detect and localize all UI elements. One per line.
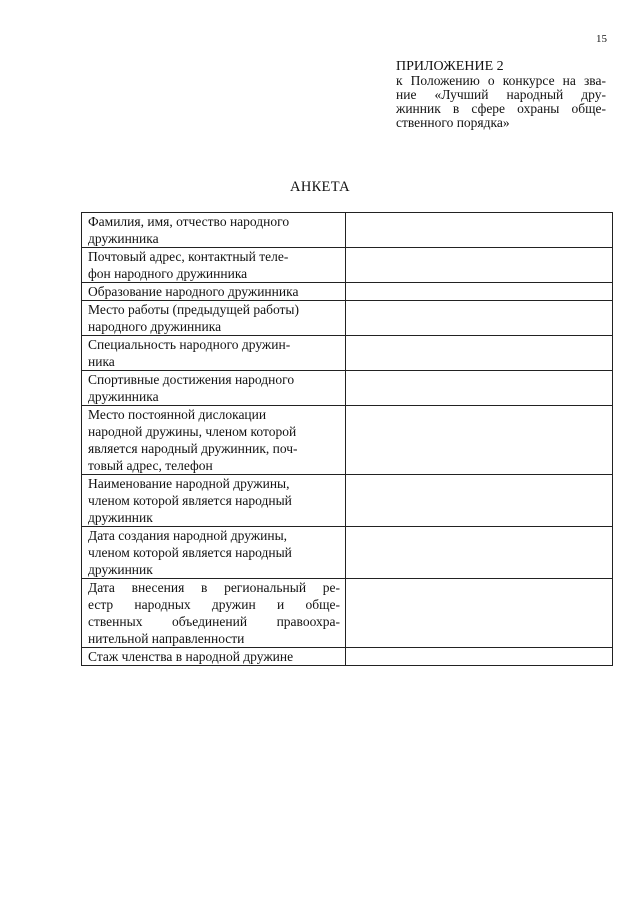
field-label	[82, 301, 346, 336]
field-label-line: членом которой является народный	[88, 545, 292, 560]
table-row	[82, 336, 613, 371]
table-row	[82, 527, 613, 579]
table-row	[82, 371, 613, 406]
field-label-line: дружинник	[88, 562, 153, 577]
field-label-line: фон народного дружинника	[88, 266, 248, 281]
field-label-line: Почтовый адрес, контактный теле-	[88, 249, 289, 264]
table-row	[82, 579, 613, 648]
appendix-line: к Положению о конкурсе на зва-	[396, 73, 606, 88]
field-label-line: нительной направленности	[88, 631, 245, 646]
field-value-cell[interactable]	[346, 283, 613, 301]
field-label-line: Наименование народной дружины,	[88, 476, 290, 491]
appendix-title: ПРИЛОЖЕНИЕ 2	[396, 59, 504, 74]
page-number: 15	[596, 33, 607, 45]
appendix-line: ственного порядка»	[396, 115, 510, 130]
field-value-cell[interactable]	[346, 336, 613, 371]
field-label-line: естр народных дружин и обще-	[88, 597, 340, 612]
table-row	[82, 248, 613, 283]
field-label-line: Место постоянной дислокации	[88, 407, 267, 422]
field-label-line: Дата внесения в региональный ре-	[88, 580, 340, 595]
field-label-line: Место работы (предыдущей работы)	[88, 302, 299, 317]
field-label	[82, 527, 346, 579]
table-row	[82, 213, 613, 248]
field-label-line: дружинника	[88, 389, 159, 404]
field-label-line: Спортивные достижения народного	[88, 372, 295, 387]
table-row	[82, 283, 613, 301]
field-label-line: народного дружинника	[88, 319, 222, 334]
field-label-line: Стаж членства в народной дружине	[88, 649, 294, 664]
field-label	[82, 371, 346, 406]
field-label	[82, 406, 346, 475]
field-value-cell[interactable]	[346, 213, 613, 248]
field-label-line: членом которой является народный	[88, 493, 292, 508]
field-label	[82, 579, 346, 648]
field-label-line: Дата создания народной дружины,	[88, 528, 288, 543]
field-label	[82, 648, 346, 666]
field-label	[82, 248, 346, 283]
appendix-text	[396, 74, 606, 130]
appendix-header	[396, 59, 606, 130]
field-value-cell[interactable]	[346, 301, 613, 336]
field-label	[82, 475, 346, 527]
appendix-line: жинник в сфере охраны обще-	[396, 101, 606, 116]
field-label-line: товый адрес, телефон	[88, 458, 213, 473]
field-value-cell[interactable]	[346, 406, 613, 475]
field-value-cell[interactable]	[346, 475, 613, 527]
field-label-line: дружинника	[88, 231, 159, 246]
field-value-cell[interactable]	[346, 579, 613, 648]
field-label-line: дружинник	[88, 510, 153, 525]
table-row	[82, 406, 613, 475]
table-row	[82, 475, 613, 527]
field-value-cell[interactable]	[346, 527, 613, 579]
field-label-line: Образование народного дружинника	[88, 284, 299, 299]
questionnaire-table	[81, 212, 613, 666]
table-row	[82, 648, 613, 666]
field-label-line: ника	[88, 354, 115, 369]
field-label-line: ственных объединений правоохра-	[88, 614, 340, 629]
field-label-line: Специальность народного дружин-	[88, 337, 291, 352]
field-value-cell[interactable]	[346, 248, 613, 283]
field-label-line: является народный дружинник, поч-	[88, 441, 298, 456]
field-label-line: народной дружины, членом которой	[88, 424, 297, 439]
appendix-line: ние «Лучший народный дру-	[396, 87, 606, 102]
field-label-line: Фамилия, имя, отчество народного	[88, 214, 290, 229]
document-title: АНКЕТА	[290, 179, 350, 195]
field-label	[82, 336, 346, 371]
field-value-cell[interactable]	[346, 648, 613, 666]
field-value-cell[interactable]	[346, 371, 613, 406]
table-row	[82, 301, 613, 336]
field-label	[82, 283, 346, 301]
field-label	[82, 213, 346, 248]
